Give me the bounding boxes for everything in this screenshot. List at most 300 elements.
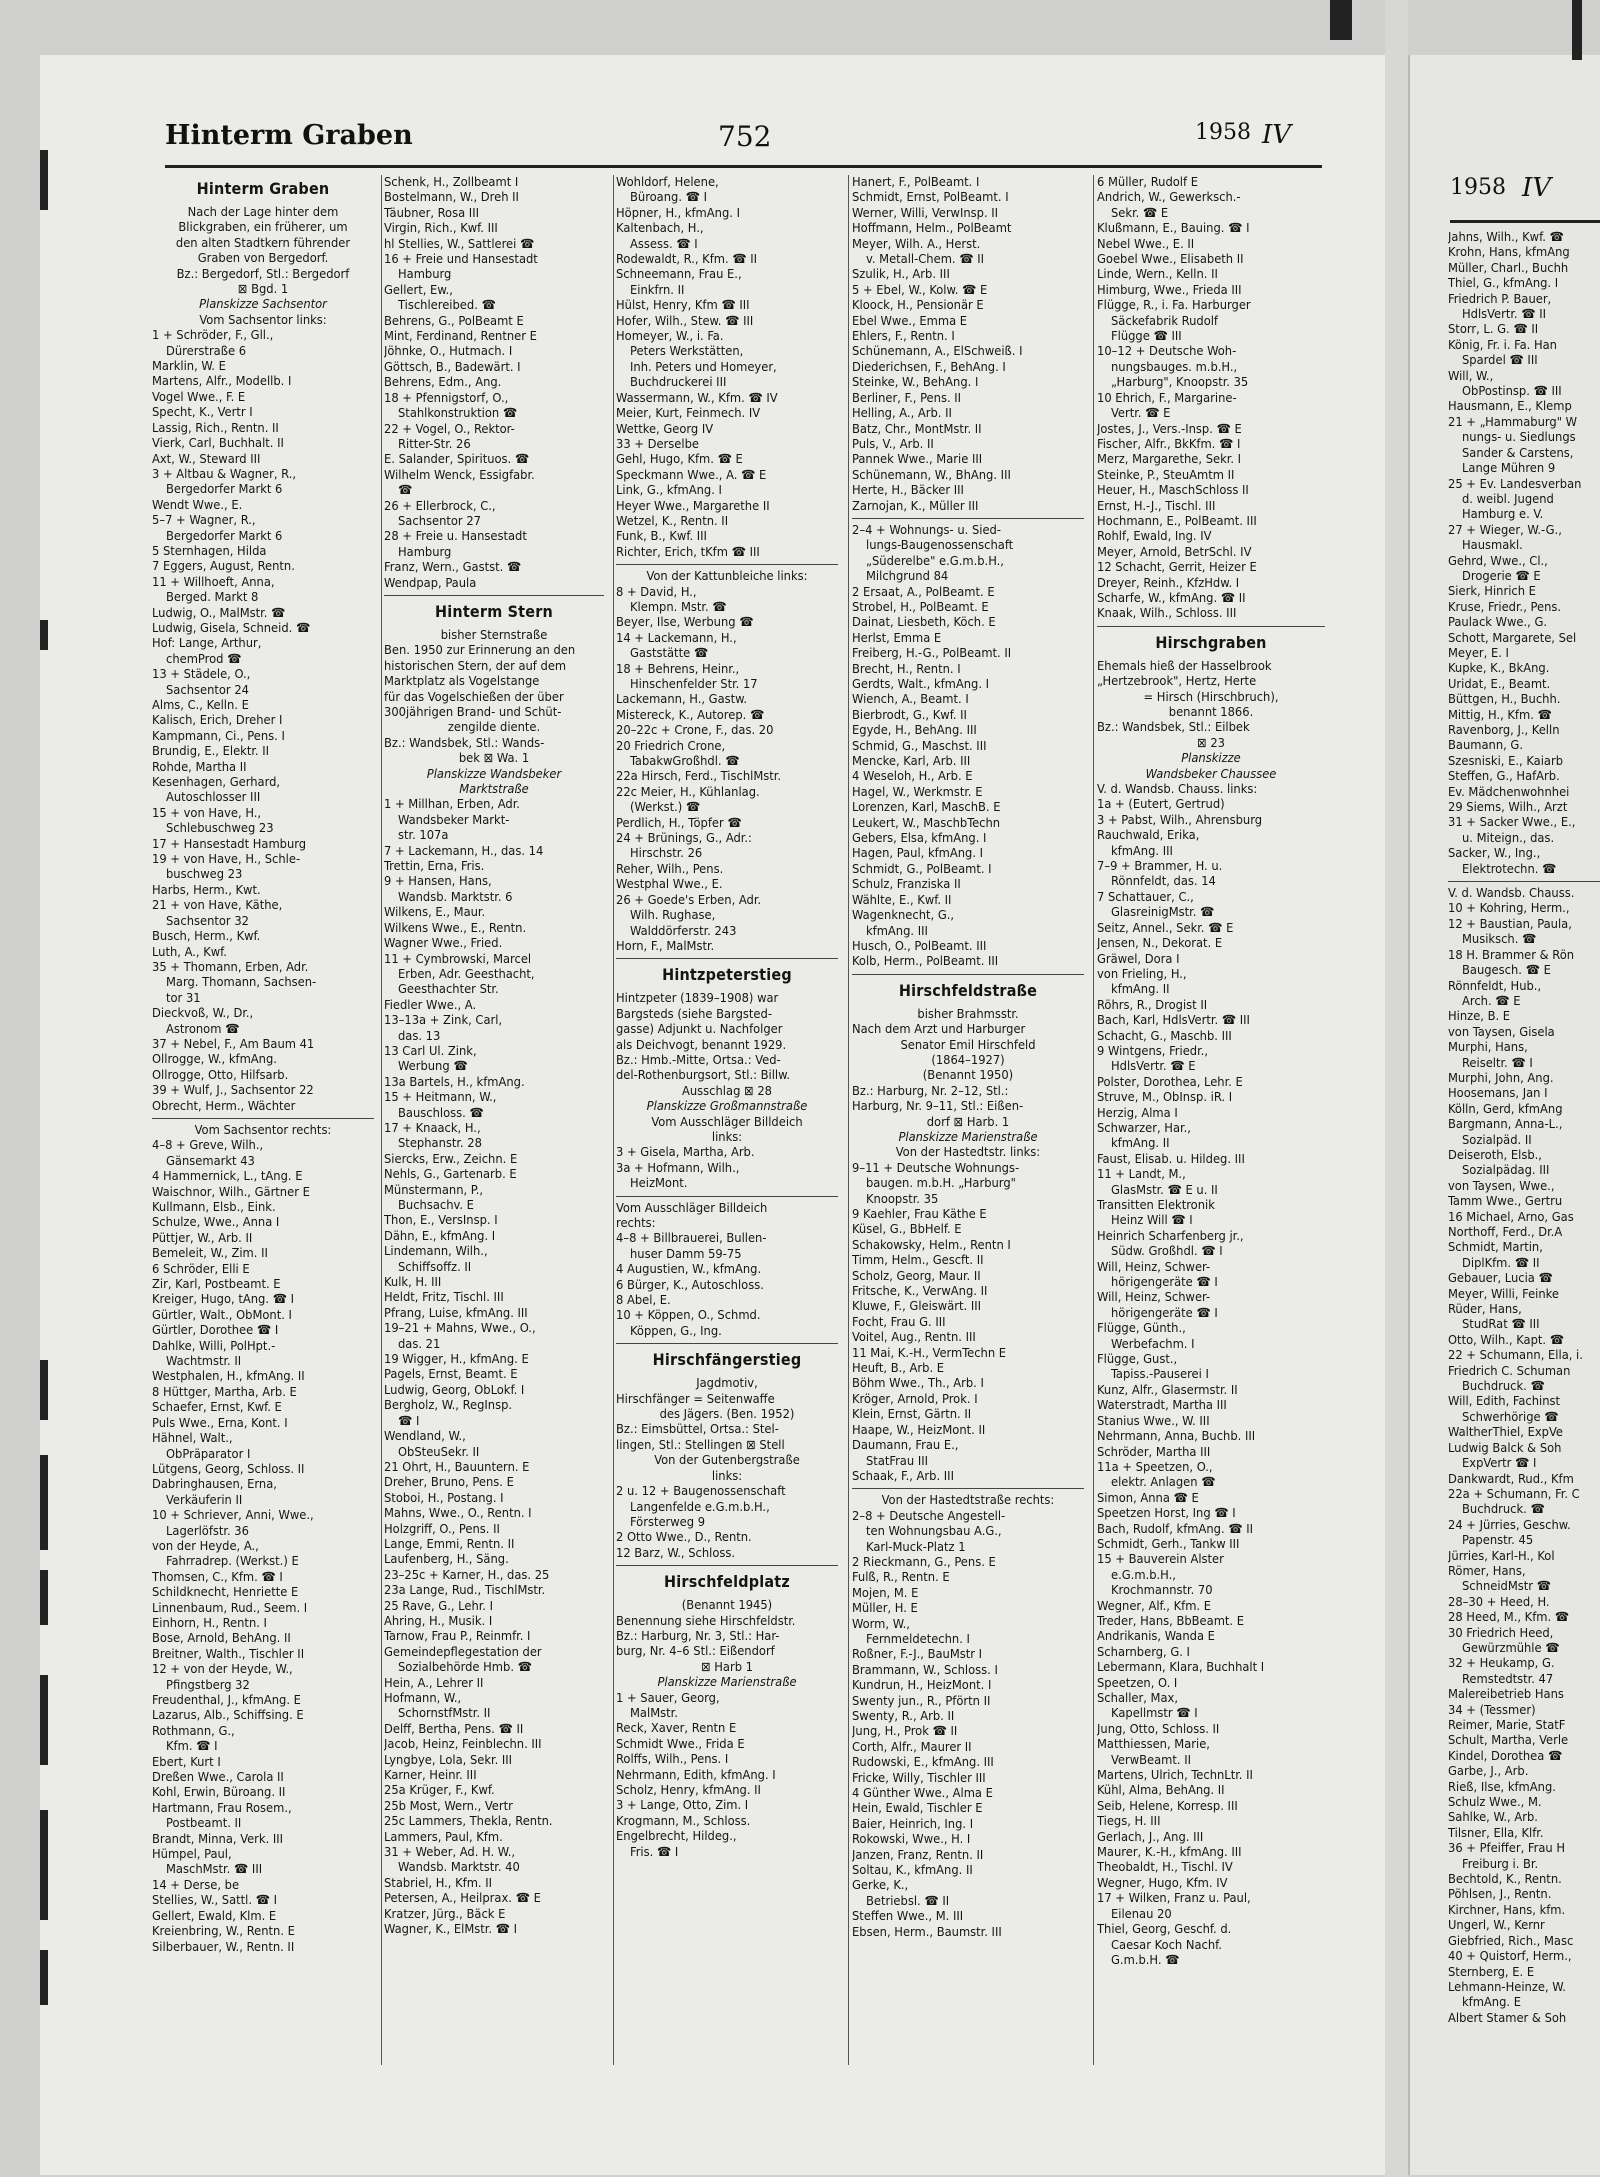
directory-entry: Speetzen, O. I [1097, 1675, 1178, 1691]
directory-entry: 3 + Pabst, Wilh., Ahrensburg [1097, 812, 1263, 828]
directory-entry: MaschMstr. ☎ III [166, 1862, 263, 1878]
directory-entry: Planskizze Wandsbeker [426, 766, 562, 782]
directory-entry: Hinschenfelder Str. 17 [630, 677, 758, 692]
directory-entry: Bergedorfer Markt 6 [166, 482, 283, 498]
directory-entry: Merz, Margarethe, Sekr. I [1097, 452, 1242, 468]
directory-entry: Planskizze Marienstraße [898, 1129, 1038, 1145]
directory-entry: Vom Sachsentor rechts: [194, 1122, 332, 1138]
directory-entry: GlasMstr. ☎ E u. II [1111, 1182, 1218, 1198]
directory-entry: Friedrich P. Bauer, [1448, 291, 1552, 307]
directory-entry: Ungerl, W., Kernr [1448, 1918, 1545, 1934]
directory-entry: 5 + Ebel, W., Kolw. ☎ E [852, 282, 988, 298]
directory-entry: zengilde diente. [447, 720, 541, 736]
directory-entry: Dieckvoß, W., Dr., [152, 1006, 254, 1022]
directory-entry: Buchsachv. E [398, 1198, 474, 1213]
directory-entry: Schaller, Max, [1097, 1691, 1178, 1706]
directory-entry: Wählte, E., Kwf. II [852, 892, 952, 908]
directory-entry: Dähn, E., kfmAng. I [384, 1228, 496, 1244]
directory-entry: Peters Werkstätten, [630, 344, 744, 360]
directory-entry: Mint, Ferdinand, Rentner E [384, 329, 537, 345]
directory-entry: Ludwig Balck & Soh [1448, 1440, 1562, 1456]
directory-entry: Schmidt, G., PolBeamt. I [852, 861, 992, 877]
directory-entry: lingen, Stl.: Stellingen ⊠ Stell [616, 1437, 785, 1453]
directory-entry: Gräwel, Dora I [1097, 951, 1180, 967]
directory-entry: 1 + Millhan, Erben, Adr. [384, 797, 520, 813]
directory-entry: 12 Barz, W., Schloss. [616, 1545, 736, 1561]
directory-entry: Leukert, W., MaschbTechn [852, 815, 1001, 831]
directory-entry: Faust, Elisab. u. Hildeg. III [1097, 1151, 1245, 1167]
directory-entry: Planskizze [1181, 751, 1241, 767]
directory-entry: Kratzer, Jürg., Bäck E [384, 1906, 506, 1922]
directory-entry: 13 Carl Ul. Zink, [384, 1043, 477, 1059]
directory-entry: für das Vogelschießen der über [384, 689, 564, 705]
directory-entry: Benennung siehe Hirschfeldstr. [616, 1613, 796, 1629]
directory-entry: Schlebuschweg 23 [166, 821, 274, 837]
directory-entry: Nehrmann, Edith, kfmAng. I [616, 1767, 776, 1783]
directory-entry: Sachsentor 32 [166, 913, 249, 929]
directory-entry: (Benannt 1945) [681, 1598, 773, 1614]
directory-entry: Brammann, W., Schloss. I [852, 1662, 998, 1678]
directory-entry: Fischer, Alfr., BkKfm. ☎ I [1097, 436, 1241, 452]
directory-entry: Ebsen, Herm., Baumstr. III [852, 1924, 1002, 1940]
directory-entry: Ebert, Kurt I [152, 1754, 221, 1770]
directory-entry: Scharfe, W., kfmAng. ☎ II [1097, 590, 1246, 606]
directory-entry: Küsel, G., BbHelf. E [852, 1222, 962, 1238]
directory-entry: Goebel Wwe., Elisabeth II [1097, 252, 1244, 268]
directory-entry: 9 Wintgens, Friedr., [1097, 1043, 1208, 1059]
directory-entry: Fahrradrep. (Werkst.) E [166, 1554, 299, 1570]
directory-entry: 15 + von Have, H., [152, 805, 262, 821]
directory-entry: „Hertzebrook", Hertz, Herte [1097, 674, 1257, 690]
directory-entry: Pöhlsen, J., Rentn. [1448, 1887, 1552, 1903]
directory-column-4 [852, 175, 1084, 1940]
directory-entry: Steffen, G., HafArb. [1448, 769, 1560, 785]
directory-entry: kfmAng. III [866, 923, 928, 939]
column-divider [1093, 175, 1094, 2065]
directory-entry: ⊠ Bgd. 1 [237, 282, 289, 298]
directory-entry: HeizMont. [630, 1176, 688, 1192]
directory-entry: Lütgens, Georg, Schloss. II [152, 1461, 305, 1477]
directory-entry: 28 + Freie u. Hansestadt [384, 529, 527, 545]
directory-entry: 31 + Sacker Wwe., E., [1448, 815, 1576, 831]
directory-entry: Steinke, P., SteuAmtm II [1097, 467, 1235, 483]
directory-entry: Speetzen Horst, Ing ☎ I [1097, 1506, 1236, 1522]
directory-entry: 22a + Schumann, Fr. C [1448, 1486, 1580, 1502]
directory-entry: Hirschfänger = Seitenwaffe [616, 1391, 775, 1407]
directory-entry: Ludwig, Gisela, Schneid. ☎ [152, 620, 311, 636]
directory-entry: Schünemann, W., BhAng. III [852, 467, 1011, 483]
directory-entry: del-Rothenburgsort, Stl.: Billw. [616, 1068, 791, 1084]
directory-entry: Hähnel, Walt., [152, 1431, 233, 1447]
directory-entry: Von der Kattunbleiche links: [646, 569, 808, 585]
directory-entry: Spardel ☎ III [1462, 353, 1538, 369]
directory-entry: Lammers, Paul, Kfm. [384, 1829, 503, 1845]
directory-entry: Zir, Karl, Postbeamt. E [152, 1277, 281, 1293]
directory-entry: Fulß, R., Rentn. E [852, 1570, 950, 1586]
directory-entry: 22 + Vogel, O., Rektor- [384, 421, 515, 437]
directory-entry: Geesthachter Str. [398, 982, 499, 998]
directory-entry: Vierk, Carl, Buchhalt. II [152, 436, 284, 452]
directory-entry: Lackemann, H., Gastw. [616, 692, 748, 708]
directory-entry: 4 Augustien, W., kfmAng. [616, 1262, 762, 1278]
directory-entry: hl Stellies, W., Sattlerei ☎ [384, 236, 535, 252]
directory-entry: Siercks, Erw., Zeichn. E [384, 1151, 518, 1167]
directory-entry: 24 + Brünings, G., Adr.: [616, 831, 752, 847]
directory-entry: Dreßen Wwe., Carola II [152, 1770, 284, 1786]
directory-entry: 3 + Altbau & Wagner, R., [152, 466, 297, 482]
directory-entry: 20 Friedrich Crone, [616, 738, 726, 754]
directory-entry: 31 + Weber, Ad. H. W., [384, 1845, 516, 1861]
directory-entry: Deiseroth, Elsb., [1448, 1147, 1542, 1163]
directory-entry: Laufenberg, H., Säng. [384, 1552, 509, 1568]
directory-entry: Schildknecht, Henriette E [152, 1585, 299, 1601]
section-divider [616, 564, 838, 565]
directory-entry: Andrikanis, Wanda E [1097, 1629, 1215, 1645]
page-tab-mark [1572, 0, 1582, 60]
directory-entry: Will, Heinz, Schwer- [1097, 1290, 1211, 1306]
directory-entry: Jacob, Heinz, Feinblechn. III [384, 1737, 542, 1753]
directory-entry: Focht, Frau G. III [852, 1314, 946, 1330]
directory-entry: VerwBeamt. II [1111, 1752, 1191, 1768]
directory-entry: Worm, W., [852, 1616, 910, 1632]
section-divider [1097, 626, 1325, 627]
directory-entry: Kühl, Alma, BehAng. II [1097, 1783, 1225, 1799]
directory-entry: Buchdruck. ☎ [1462, 1379, 1545, 1395]
directory-entry: d. weibl. Jugend [1462, 491, 1554, 507]
directory-entry: Berliner, F., Pens. II [852, 390, 962, 406]
directory-entry: Hofer, Wilh., Stew. ☎ III [616, 313, 754, 329]
directory-entry: Gänsemarkt 43 [166, 1153, 255, 1169]
directory-entry: Lange, Emmi, Rentn. II [384, 1536, 515, 1552]
directory-entry: 15 + Heitmann, W., [384, 1090, 497, 1106]
directory-entry: Lehmann-Heinze, W. [1448, 1979, 1566, 1995]
directory-entry: 4 Günther Wwe., Alma E [852, 1786, 993, 1802]
directory-entry: Täubner, Rosa III [384, 205, 479, 221]
directory-entry: Simon, Anna ☎ E [1097, 1490, 1199, 1506]
directory-entry: Martens, Ulrich, TechnLtr. II [1097, 1768, 1253, 1784]
directory-entry: 19–21 + Mahns, Wwe., O., [384, 1321, 536, 1337]
directory-entry: bek ⊠ Wa. 1 [458, 751, 530, 767]
directory-entry: Ernst, H.-J., Tischl. III [1097, 498, 1216, 514]
directory-entry: Holzgriff, O., Pens. II [384, 1521, 500, 1537]
directory-entry: Tapiss.-Pauserei I [1111, 1367, 1209, 1383]
directory-entry: 28 Heed, M., Kfm. ☎ [1448, 1610, 1570, 1626]
directory-entry: 11 + Willhoeft, Anna, [152, 574, 275, 590]
directory-entry: Wassermann, W., Kfm. ☎ IV [616, 390, 778, 406]
directory-entry: kfmAng. III [1111, 843, 1173, 859]
directory-entry: Rönnfeldt, Hub., [1448, 978, 1542, 994]
directory-entry: 4–8 + Billbrauerei, Bullen- [616, 1231, 767, 1247]
directory-entry: Marg. Thomann, Sachsen- [166, 975, 317, 991]
directory-entry: Steffen Wwe., M. III [852, 1909, 964, 1925]
directory-entry: Kröger, Arnold, Prok. I [852, 1391, 978, 1407]
directory-entry: Matthiessen, Marie, [1097, 1737, 1210, 1753]
directory-entry: Ebel Wwe., Emma E [852, 313, 968, 329]
directory-entry: Kluwe, F., Gleiswärt. III [852, 1299, 981, 1315]
directory-entry: GlasreinigMstr. ☎ [1111, 905, 1215, 921]
directory-entry: Von der Hastedtstr. links: [895, 1145, 1041, 1161]
directory-entry: SchneidMstr ☎ [1462, 1579, 1552, 1595]
directory-entry: 21 + „Hammaburg" W [1448, 414, 1578, 430]
directory-entry: Herlst, Emma E [852, 630, 942, 646]
directory-entry: 25 + Ev. Landesverban [1448, 476, 1582, 492]
section-divider [616, 958, 838, 959]
directory-entry: Wagner Wwe., Fried. [384, 936, 503, 952]
directory-entry: Homeyer, W., i. Fa. [616, 329, 724, 345]
directory-entry: u. Miteign., das. [1462, 830, 1555, 846]
directory-entry: Waterstradt, Martha III [1097, 1398, 1227, 1414]
directory-entry: Jürries, Karl-H., Kol [1448, 1548, 1555, 1564]
directory-entry: Hein, A., Lehrer II [384, 1675, 484, 1691]
directory-entry: Zarnojan, K., Müller III [852, 498, 979, 514]
directory-entry: Westphal Wwe., E. [616, 877, 723, 893]
directory-entry: Karl-Muck-Platz 1 [866, 1539, 966, 1555]
directory-entry: Schakowsky, Helm., Rentn I [852, 1237, 1011, 1253]
directory-entry: links: [711, 1468, 743, 1484]
directory-entry: Knoopstr. 35 [866, 1191, 939, 1207]
directory-entry: Stahlkonstruktion ☎ [398, 406, 518, 422]
directory-entry: Pfrang, Luise, kfmAng. III [384, 1305, 528, 1321]
directory-entry: 25c Lammers, Thekla, Rentn. [384, 1814, 553, 1830]
street-heading: Hirschgraben [1155, 632, 1267, 652]
directory-entry: Römer, Hans, [1448, 1563, 1526, 1579]
directory-entry: Obrecht, Herm., Wächter [152, 1098, 296, 1114]
directory-entry: „Süderelbe" e.G.m.b.H., [866, 553, 1004, 569]
directory-entry: Scholz, Georg, Maur. II [852, 1268, 981, 1284]
directory-entry: Krohn, Hans, kfmAng [1448, 245, 1570, 261]
directory-entry: 37 + Nebel, F., Am Baum 41 [152, 1036, 315, 1052]
directory-entry: Kruse, Friedr., Pens. [1448, 599, 1562, 615]
directory-entry: buschweg 23 [166, 867, 243, 883]
directory-entry: Maurer, K.-H., kfmAng. III [1097, 1845, 1242, 1861]
directory-entry: Gerdts, Walt., kfmAng. I [852, 677, 990, 692]
directory-entry: Hein, Ewald, Tischler E [852, 1801, 983, 1817]
directory-entry: Schenk, H., Zollbeamt I [384, 175, 519, 190]
directory-entry: Bz.: Eimsbüttel, Ortsa.: Stel- [616, 1422, 779, 1438]
directory-entry: Dreyer, Reinh., KfzHdw. I [1097, 575, 1240, 591]
directory-entry: 25b Most, Wern., Vertr [384, 1798, 513, 1814]
directory-entry: Bargmann, Anna-L., [1448, 1117, 1563, 1133]
directory-entry: Jung, Otto, Schloss. II [1097, 1721, 1220, 1737]
directory-entry: Gellert, Ew., [384, 282, 453, 298]
directory-entry: Milchgrund 84 [866, 569, 949, 585]
directory-entry: rechts: [616, 1216, 656, 1231]
directory-entry: 13a Bartels, H., kfmAng. [384, 1074, 525, 1090]
directory-entry: Brecht, H., Rentn. I [852, 661, 961, 677]
directory-entry: links: [711, 1129, 743, 1145]
directory-entry: Kreienbring, W., Rentn. E [152, 1924, 295, 1940]
directory-entry: Sierk, Hinrich E [1448, 584, 1536, 600]
directory-entry: Vom Ausschläger Billdeich [616, 1200, 768, 1216]
directory-entry: Hagen, Paul, kfmAng. I [852, 846, 984, 862]
directory-entry: Krogmann, M., Schloss. [616, 1813, 751, 1829]
directory-entry: ExpVertr ☎ I [1462, 1456, 1537, 1472]
directory-entry: Fernmeldetechn. I [866, 1631, 970, 1647]
directory-entry: Klempn. Mstr. ☎ [630, 599, 727, 615]
directory-entry: 1 + Schröder, F., Gll., [152, 328, 274, 344]
directory-entry: Nehls, G., Gartenarb. E [384, 1167, 517, 1183]
directory-entry: Schaefer, Ernst, Kwf. E [152, 1400, 282, 1416]
directory-entry: chemProd ☎ [166, 651, 242, 667]
directory-entry: 7 + Lackemann, H., das. 14 [384, 843, 544, 859]
directory-entry: „Harburg", Knoopstr. 35 [1111, 375, 1249, 391]
directory-entry: Garbe, J., Arb. [1448, 1764, 1529, 1780]
directory-entry: Kampmann, Ci., Pens. I [152, 728, 285, 744]
directory-entry: Wandsbeker Markt- [398, 812, 510, 828]
directory-entry: Wegner, Alf., Kfm. E [1097, 1598, 1212, 1614]
directory-entry: Wendt Wwe., E. [152, 497, 243, 513]
section-divider [616, 1343, 838, 1344]
directory-entry: 10–12 + Deutsche Woh- [1097, 344, 1237, 360]
directory-entry: Stabriel, H., Kfm. II [384, 1875, 493, 1891]
directory-entry: 4 Weseloh, H., Arb. E [852, 769, 973, 785]
directory-entry: E. Salander, Spirituos. ☎ [384, 452, 530, 468]
directory-entry: Gerlach, J., Ang. III [1097, 1829, 1204, 1845]
directory-entry: 8 + David, H., [616, 584, 697, 600]
directory-entry: Hausmakl. [1462, 538, 1523, 554]
directory-column-2 [384, 175, 604, 1938]
directory-entry: Schulz Wwe., M. [1448, 1795, 1542, 1811]
directory-entry: Behrens, Edm., Ang. [384, 375, 502, 391]
directory-entry: Kupke, K., BkAng. [1448, 661, 1550, 677]
directory-entry: Musiksch. ☎ [1462, 932, 1537, 948]
directory-entry: Blickgraben, ein früherer, um [178, 220, 348, 236]
directory-entry: Planskizze Marienstraße [657, 1675, 797, 1691]
directory-entry: Kullmann, Elsb., Eink. [152, 1200, 276, 1215]
directory-entry: Seib, Helene, Korresp. III [1097, 1798, 1238, 1814]
directory-entry: Petersen, A., Heilprax. ☎ E [384, 1891, 541, 1907]
directory-entry: Baumann, G. [1448, 738, 1524, 754]
directory-entry: Sander & Carstens, [1462, 445, 1574, 461]
directory-entry: Wandsb. Marktstr. 40 [398, 1860, 520, 1876]
directory-entry: Marktstraße [459, 782, 529, 798]
directory-entry: Göttsch, B., Badewärt. I [384, 359, 521, 375]
directory-entry: Münstermann, P., [384, 1182, 484, 1198]
directory-entry: 29 Siems, Wilh., Arzt [1448, 800, 1568, 816]
directory-entry: Lagerlöfstr. 36 [166, 1523, 249, 1539]
directory-entry: Freudenthal, J., kfmAng. E [152, 1693, 301, 1708]
column-divider [613, 175, 614, 2065]
directory-entry: Ehemals hieß der Hasselbrook [1097, 658, 1272, 674]
directory-entry: HdlsVertr. ☎ E [1111, 1059, 1196, 1075]
directory-entry: Rohde, Martha II [152, 759, 247, 775]
directory-entry: Stoboi, H., Postang. I [384, 1490, 504, 1506]
directory-entry: Nebel Wwe., E. II [1097, 236, 1195, 252]
directory-entry: Meyer, Willi, Feinke [1448, 1286, 1559, 1302]
directory-entry: Kindel, Dorothea ☎ [1448, 1748, 1563, 1764]
directory-entry: Müller, Charl., Buchh [1448, 260, 1569, 276]
directory-entry: Rokowski, Wwe., H. I [852, 1832, 971, 1848]
directory-entry: Reimer, Marie, StatF [1448, 1718, 1566, 1733]
directory-entry: hörigengeräte ☎ I [1111, 1275, 1218, 1291]
directory-column-3 [616, 175, 838, 1860]
directory-entry: Karner, Heinr. III [384, 1768, 477, 1784]
directory-entry: 9 + Hansen, Hans, [384, 874, 492, 890]
directory-entry: Brandt, Minna, Verk. III [152, 1831, 284, 1847]
directory-entry: Jensen, N., Dekorat. E [1097, 936, 1223, 952]
directory-entry: Lebermann, Klara, Buchhalt I [1097, 1660, 1265, 1676]
directory-entry: des Jägers. (Ben. 1952) [659, 1407, 795, 1423]
directory-entry: Kölln, Gerd, kfmAng [1448, 1101, 1563, 1117]
directory-entry: Wilh. Rughase, [630, 908, 716, 924]
directory-entry: Paulack Wwe., G. [1448, 615, 1548, 631]
directory-entry: das. 21 [398, 1336, 441, 1352]
directory-entry: Harburg, Nr. 9–11, Stl.: Eißen- [852, 1099, 1024, 1115]
directory-entry: Franz, Wern., Gastst. ☎ [384, 560, 522, 576]
directory-entry: Kunz, Alfr., Glasermstr. II [1097, 1382, 1238, 1398]
directory-entry: Schröder, Martha III [1097, 1444, 1211, 1460]
directory-entry: Vertr. ☎ E [1111, 406, 1171, 422]
directory-entry: 9–11 + Deutsche Wohnungs- [852, 1160, 1020, 1176]
directory-entry: Bergholz, W., RegInsp. [384, 1398, 513, 1414]
directory-entry: Rauchwald, Erika, [1097, 828, 1200, 844]
directory-entry: von der Heyde, A., [152, 1538, 259, 1554]
directory-entry: Jöhnke, O., Hutmach. I [384, 344, 513, 360]
directory-entry: Lindemann, Wilh., [384, 1244, 488, 1260]
directory-entry: 27 + Wieger, W.-G., [1448, 522, 1562, 538]
directory-entry: Flügge, R., i. Fa. Harburger [1097, 298, 1251, 314]
directory-entry: Malereibetrieb Hans [1448, 1687, 1564, 1703]
directory-entry: Hamburg [398, 544, 452, 560]
directory-entry: elektr. Anlagen ☎ [1111, 1475, 1216, 1491]
right-page-volume: IV [1522, 173, 1552, 203]
right-page-column [1448, 230, 1600, 2026]
directory-entry: Caesar Koch Nachf. [1111, 1937, 1222, 1953]
directory-entry: 10 + Köppen, O., Schmd. [616, 1308, 761, 1324]
street-heading: Hintzpeterstieg [662, 965, 792, 985]
directory-entry: Astronom ☎ [166, 1021, 240, 1037]
directory-entry: Stanius Wwe., W. III [1097, 1413, 1210, 1429]
directory-entry: 17 + Hansestadt Hamburg [152, 836, 307, 852]
directory-entry: Haape, W., HeizMont. II [852, 1422, 986, 1438]
directory-entry: Schwarzer, Har., [1097, 1120, 1191, 1136]
directory-entry: Westphalen, H., kfmAng. II [152, 1369, 305, 1385]
directory-entry: Thomsen, C., Kfm. ☎ I [152, 1569, 283, 1585]
directory-entry: von Taysen, Wwe., [1448, 1178, 1555, 1194]
directory-entry: Freiburg i. Br. [1462, 1856, 1539, 1872]
directory-entry: Werbung ☎ [398, 1059, 468, 1075]
directory-entry: Sozialpäd. II [1462, 1132, 1532, 1148]
directory-entry: Husch, O., PolBeamt. III [852, 938, 987, 954]
directory-entry: Bz.: Harburg, Nr. 3, Stl.: Har- [616, 1628, 780, 1644]
directory-entry: Krochmannstr. 70 [1111, 1583, 1213, 1599]
directory-entry: Funk, B., Kwf. III [616, 529, 707, 545]
directory-entry: 4 Hammernick, L., tAng. E [152, 1169, 303, 1185]
directory-entry: Köppen, G., Ing. [630, 1323, 722, 1339]
directory-entry: Steinke, W., BehAng. I [852, 375, 979, 391]
directory-entry: MalMstr. [630, 1705, 678, 1721]
directory-entry: Szesniski, E., Kaiarb [1448, 753, 1564, 769]
directory-entry: V. d. Wandsb. Chauss. [1448, 886, 1575, 902]
directory-entry: Ahring, H., Musik. I [384, 1613, 493, 1629]
directory-entry: Storr, L. G. ☎ II [1448, 322, 1539, 338]
section-divider [384, 595, 604, 596]
directory-entry: Papenstr. 45 [1462, 1533, 1534, 1549]
directory-entry: Ben. 1950 zur Erinnerung an den [384, 643, 576, 659]
directory-entry: SchornstfMstr. II [398, 1706, 491, 1722]
directory-entry: 9 Kaehler, Frau Käthe E [852, 1207, 987, 1222]
directory-entry: Schünemann, A., ElSchweiß. I [852, 344, 1023, 360]
directory-entry: Behrens, G., PolBeamt E [384, 313, 524, 329]
directory-entry: Jagdmotiv, [696, 1376, 758, 1392]
directory-entry: Von der Gutenbergstraße [654, 1453, 800, 1469]
directory-entry: 32 + Heukamp, G. [1448, 1656, 1555, 1672]
directory-entry: Rieß, Ilse, kfmAng. [1448, 1779, 1556, 1795]
directory-entry: 25 Rave, G., Lehr. I [384, 1598, 493, 1614]
directory-entry: Schiffsoffz. II [398, 1259, 472, 1275]
directory-entry: Hinze, B. E [1448, 1009, 1511, 1025]
directory-entry: Will, W., [1448, 368, 1494, 384]
